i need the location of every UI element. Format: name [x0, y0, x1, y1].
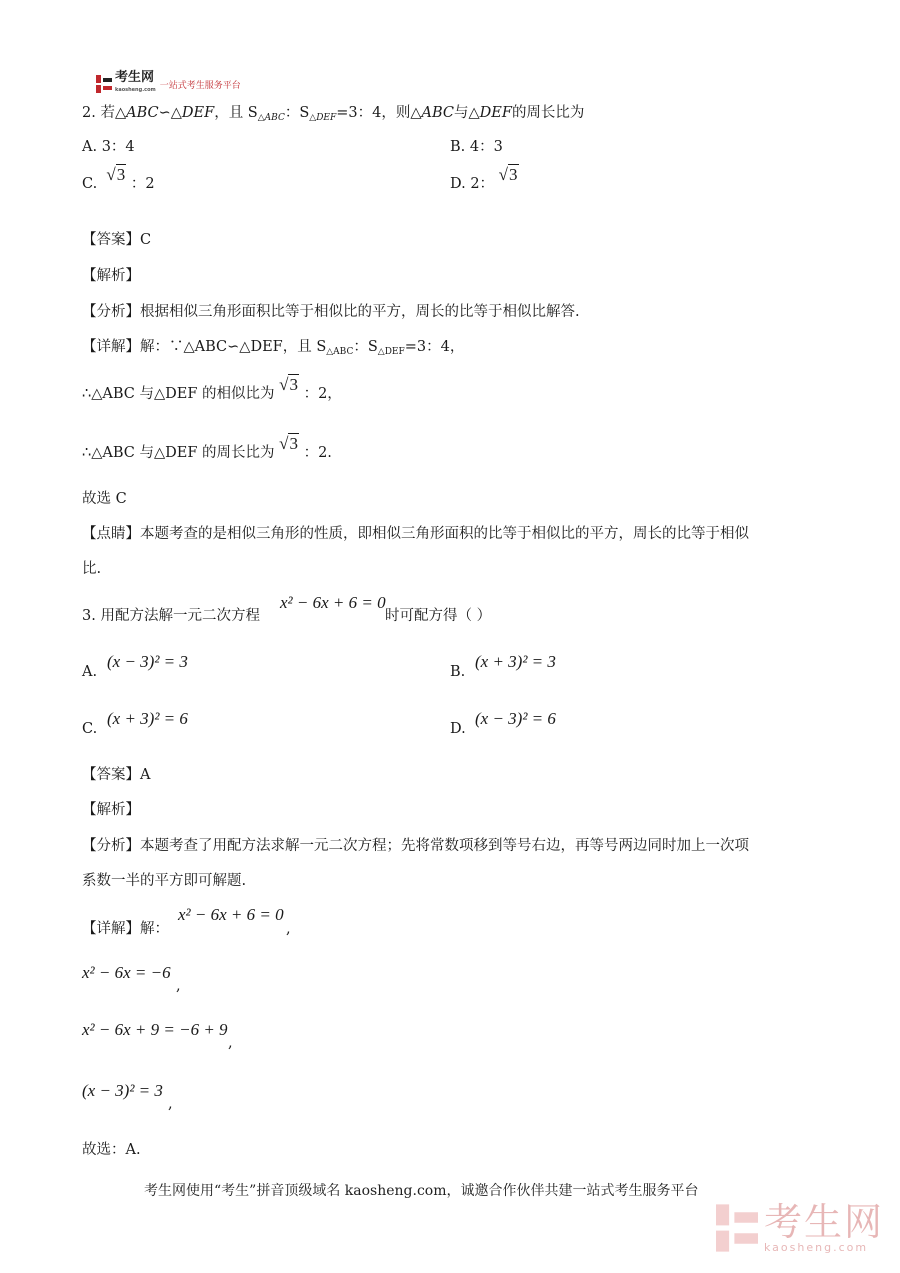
- watermark-logo-icon: [716, 1204, 758, 1252]
- q3-option-b-label: B.: [450, 664, 466, 680]
- q3-fenxi-line1: 【分析】本题考查了用配方法求解一元二次方程；先将常数项移到等号右边，再等号两边同时加上一次项: [82, 838, 749, 854]
- q3-step1: x² − 6x + 6 = 0: [178, 905, 284, 924]
- sqrt-symbol: √3: [498, 165, 518, 184]
- q2-dianjing-line1: 【点睛】本题考查的是相似三角形的性质，即相似三角形面积的比等于相似比的平方，周长的比等于相似: [82, 526, 749, 542]
- q2-stem: 2. 若△ABC∽△DEF，且 $S_{\triangle ABC}$：$S_{\triangle DEF}=3$：4，则△ABC与△DEF的周长比为: [82, 105, 585, 123]
- q3-step2: x² − 6x = −6: [82, 963, 171, 982]
- q3-answer: 【答案】A: [82, 767, 151, 783]
- watermark: [716, 1202, 884, 1254]
- sqrt-symbol: √3: [279, 434, 298, 453]
- q2-option-a: A. 3：4: [82, 139, 135, 155]
- q3-stem: 3. 用配方法解一元二次方程: [82, 608, 260, 624]
- q2-option-b: B. 4：3: [450, 139, 503, 155]
- q3-choose: 故选：A.: [82, 1142, 141, 1158]
- q3-step3-comma: ,: [228, 1035, 233, 1051]
- q2-dianjing-line2: 比.: [82, 561, 102, 577]
- sqrt-symbol: √3: [279, 375, 298, 394]
- q3-step3: x² − 6x + 9 = −6 + 9: [82, 1020, 228, 1039]
- q3-fenxi-line2: 系数一半的平方即可解题.: [82, 873, 247, 889]
- q3-equation: x² − 6x + 6 = 0: [280, 593, 386, 612]
- q3-stem-tail: 时可配方得（ ）: [385, 608, 492, 624]
- q2-xiangjie: 【详解】解：∵△ABC∽△DEF，且 $S_{\triangle ABC}$：$S_{\triangle DEF}=3$：4，: [82, 339, 465, 357]
- q3-option-a-label: A.: [82, 664, 98, 680]
- q2-choose: 故选 C: [82, 491, 127, 507]
- q3-step4: (x − 3)² = 3: [82, 1081, 163, 1100]
- kaosheng-logo-icon: [96, 75, 112, 93]
- q2-answer: 【答案】C: [82, 232, 152, 248]
- logo-domain: kaosheng.com: [115, 87, 156, 93]
- q3-step2-comma: ,: [176, 978, 181, 994]
- q2-option-d: D. 2： √3: [450, 165, 518, 192]
- q3-option-a: (x − 3)² = 3: [107, 652, 188, 671]
- sqrt-symbol: √3: [106, 165, 126, 184]
- q3-step4-comma: ,: [168, 1096, 173, 1112]
- q2-analysis-label: 【解析】: [82, 268, 140, 284]
- footer-text: 考生网使用“考生”拼音顶级域名 kaosheng.com，诚邀合作伙伴共建一站式考生服务平台: [144, 1183, 699, 1199]
- q3-option-c-label: C.: [82, 721, 98, 737]
- logo-slogan: 一站式考生服务平台: [159, 80, 241, 91]
- q3-option-b: (x + 3)² = 3: [475, 652, 556, 671]
- q3-option-c: (x + 3)² = 6: [107, 709, 188, 728]
- logo-name: 考生网 kaosheng.com: [115, 72, 156, 96]
- watermark-name: 考生网: [764, 1200, 885, 1244]
- q3-xiangjie-label: 【详解】解：: [82, 921, 169, 937]
- q3-analysis-label: 【解析】: [82, 802, 140, 818]
- header-logo: [96, 72, 241, 96]
- q3-option-d: (x − 3)² = 6: [475, 709, 556, 728]
- q2-similarity-ratio: ∴△ABC 与△DEF 的相似比为 √3 ：2，: [82, 375, 342, 402]
- q2-option-c: C. √3 ：2: [82, 165, 155, 192]
- q2-perimeter-ratio: ∴△ABC 与△DEF 的周长比为 √3 ：2.: [82, 434, 332, 461]
- q3-step1-comma: ,: [286, 921, 291, 937]
- q3-option-d-label: D.: [450, 721, 466, 737]
- watermark-domain: kaosheng.com: [764, 1241, 869, 1254]
- q2-fenxi: 【分析】根据相似三角形面积比等于相似比的平方，周长的比等于相似比解答.: [82, 304, 580, 320]
